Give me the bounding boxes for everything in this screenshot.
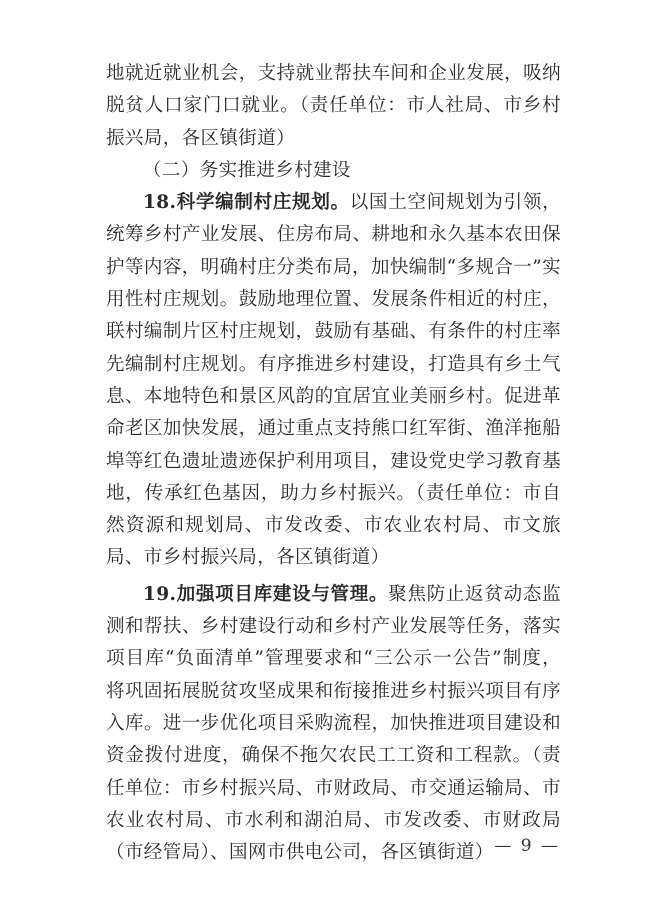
item-18-body: 以国土空间规划为引领，统筹乡村产业发展、住房布局、耕地和永久基本农田保护等内容，明确村庄分类布局，加快编制“多规合一”实用性村庄规划。鼓励地理位置、发展条件相近的村庄，联村编制片区村庄规划，鼓励有基础、有条件的村庄率先编制村庄规划。有序推进乡村建设，打造具有乡土气息、本地特色和景区风韵的宜居宜业美丽乡村。促进革命老区加快发展，通过重点支持熊口红军街、渔洋拖船埠等红色遗址遗迹保护利用项目，建设党史学习教育基地，传承红色基因，助力乡村振兴。（责任单位：市自然资源和规划局、市发改委、市农业农村局、市文旅局、市乡村振兴局，各区镇街道）: [106, 192, 561, 569]
page-number: — 9 —: [494, 836, 560, 856]
item-19-body: 聚焦防止返贫动态监测和帮扶、乡村建设行动和乡村产业发展等任务，落实项目库“负面清单”管理要求和“三公示一公告”制度，将巩固拓展脱贫攻坚成果和衔接推进乡村振兴项目有序入库。进一步优化项目采购流程，加快推进项目建设和资金拨付进度，确保不拖欠农民工工资和工程款。（责任单位：市乡村振兴局、市财政局、市交通运输局、市农业农村局、市水利和湖泊局、市发改委、市财政局（市经管局）、国网市供电公司，各区镇街道）: [106, 583, 561, 864]
item-19-paragraph: [106, 579, 561, 870]
item-19-title: 19.加强项目库建设与管理。: [143, 583, 389, 605]
item-18-paragraph: [106, 187, 561, 575]
item-18-title: 18.科学编制村庄规划。: [143, 192, 350, 214]
continuation-paragraph: 地就近就业机会，支持就业帮扶车间和企业发展，吸纳脱贫人口家门口就业。（责任单位：市人社局、市乡村振兴局，各区镇街道）: [106, 63, 561, 149]
section-subheading: （二）务实推进乡村建设: [143, 159, 351, 181]
body-text: [106, 58, 561, 869]
